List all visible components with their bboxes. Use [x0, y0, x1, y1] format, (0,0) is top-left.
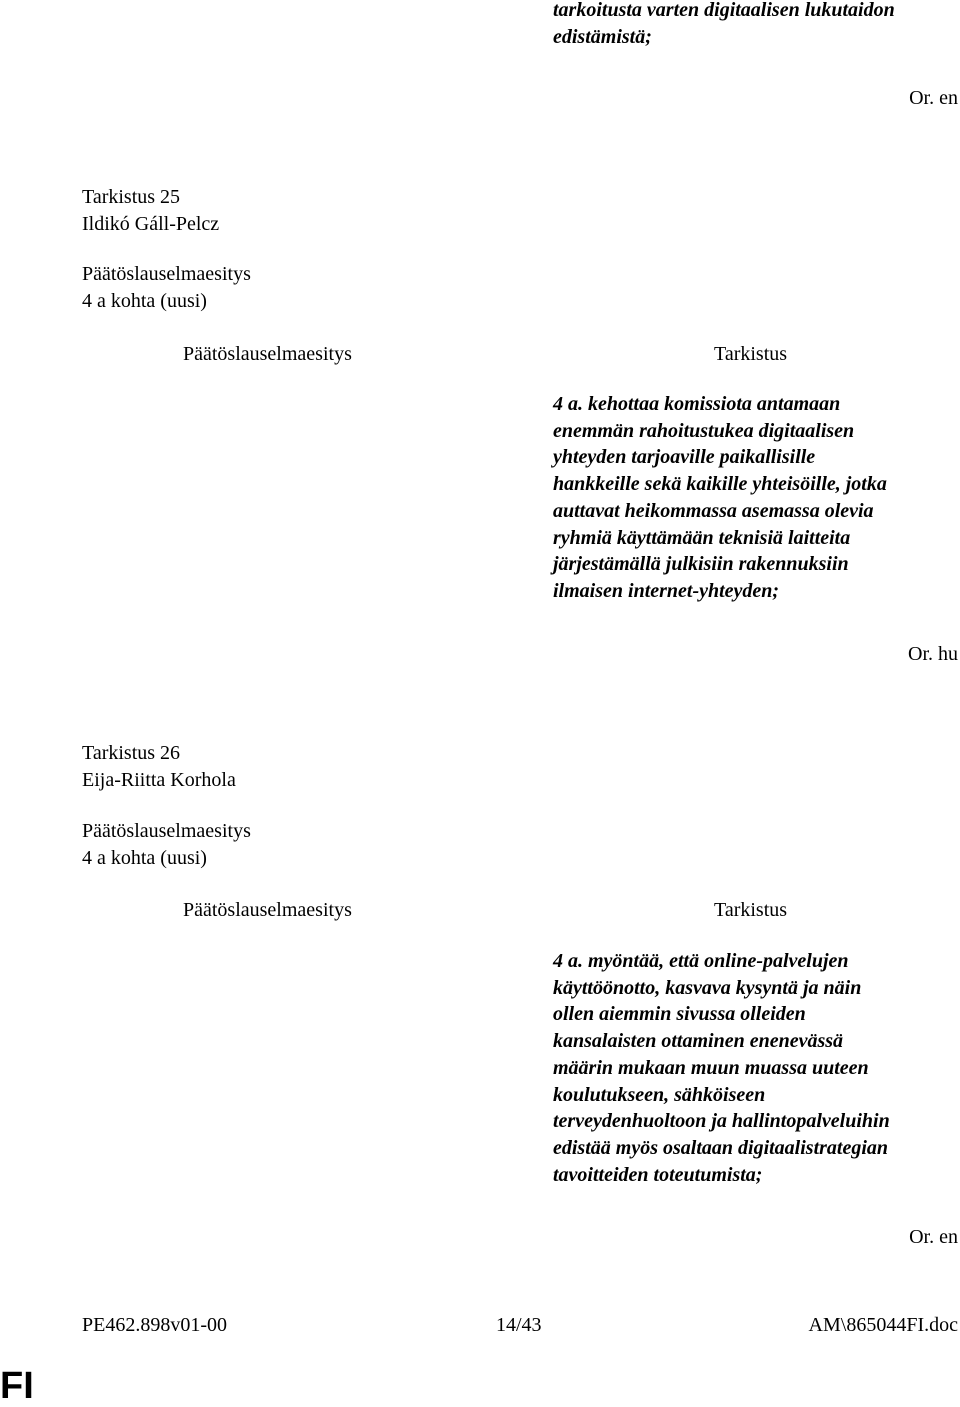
amendment-text-line: käyttöönotto, kasvava kysyntä ja näin: [553, 976, 862, 999]
amendment-text-line: määrin mukaan muun muassa uuteen: [553, 1056, 869, 1079]
footer-page-number: 14/43: [496, 1314, 542, 1336]
amendment-text-line: ilmaisen internet-yhteyden;: [553, 579, 780, 602]
origin-language-label: Or. en: [909, 1226, 958, 1248]
amendment-point: 4 a kohta (uusi): [82, 290, 207, 312]
footer-doc-ref: PE462.898v01-00: [82, 1314, 227, 1336]
amendment-text-line: hankkeille sekä kaikille yhteisöille, jotka: [553, 473, 887, 496]
amendment-text-line: 4 a. kehottaa komissiota antamaan: [553, 393, 841, 415]
continuation-text: [553, 0, 895, 50]
origin-language-label: Or. hu: [908, 643, 958, 665]
amendment-text-line: tavoitteiden toteutumista;: [553, 1163, 763, 1186]
amendment-document: Päätöslauselmaesitys: [82, 820, 251, 842]
amendment-text-line: ryhmiä käyttämään teknisiä laitteita: [553, 526, 851, 549]
column-heading-left: Päätöslauselmaesitys: [183, 899, 352, 921]
footer-language-code: FI: [0, 1365, 34, 1407]
continuation-line: tarkoitusta varten digitaalisen lukutaidon: [553, 0, 895, 21]
amendment-text-line: terveydenhuoltoon ja hallintopalveluihin: [553, 1110, 890, 1133]
amendment-header: Tarkistus 25: [82, 186, 181, 208]
amendment-text-line: 4 a. myöntää, että online-palvelujen: [553, 950, 849, 972]
amendment-text-line: yhteyden tarjoaville paikallisille: [553, 446, 816, 469]
amendment-text-line: koulutukseen, sähköiseen: [553, 1083, 766, 1106]
amendment-author: Ildikó Gáll-Pelcz: [82, 213, 220, 235]
amendment-text-line: edistää myös osaltaan digitaalistrategian: [553, 1136, 889, 1159]
amendment-text-line: kansalaisten ottaminen enenevässä: [553, 1030, 844, 1053]
footer-file-ref: AM\865044FI.doc: [808, 1314, 958, 1336]
amendment-header: Tarkistus 26: [82, 742, 181, 764]
amendment-author: Eija-Riitta Korhola: [82, 769, 236, 791]
amendment-text-line: enemmän rahoitustukea digitaalisen: [553, 419, 855, 442]
amendment-text-line: järjestämällä julkisiin rakennuksiin: [553, 553, 849, 576]
amendment-text-line: auttavat heikommassa asemassa olevia: [553, 499, 874, 522]
amendment-text-line: ollen aiemmin sivussa olleiden: [553, 1003, 806, 1026]
column-heading-left: Päätöslauselmaesitys: [183, 343, 352, 365]
column-heading-right: Tarkistus: [714, 899, 788, 921]
origin-language-label: Or. en: [909, 87, 958, 109]
amendment-point: 4 a kohta (uusi): [82, 847, 207, 869]
column-heading-right: Tarkistus: [714, 343, 788, 365]
continuation-line: edistämistä;: [553, 25, 652, 48]
amendment-document: Päätöslauselmaesitys: [82, 263, 251, 285]
amendment-text: [553, 948, 890, 1188]
amendment-text: [553, 391, 887, 605]
